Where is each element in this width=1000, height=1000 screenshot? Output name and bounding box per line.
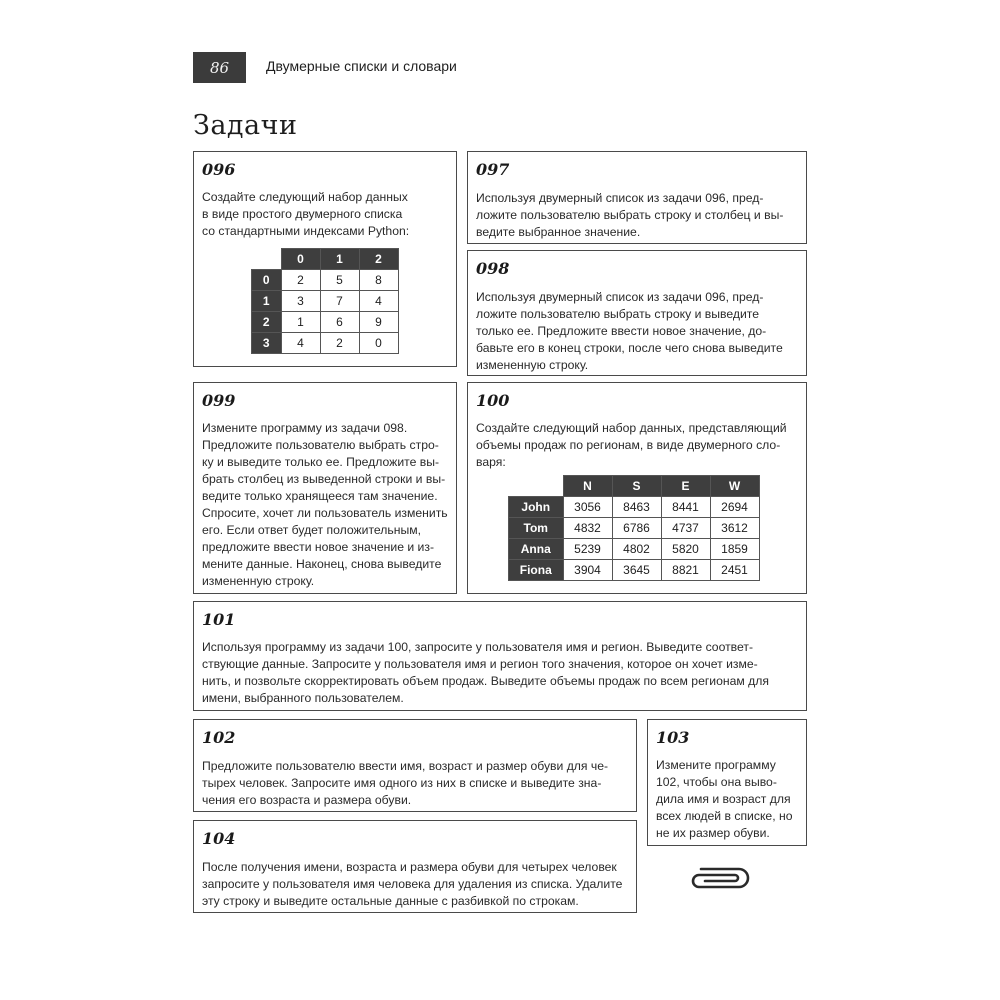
table-cell: 6	[320, 312, 359, 333]
task-text: Создайте следующий набор данных в виде простого двумерного списка со стандартными индексами Python:	[202, 190, 410, 238]
table-cell: 4	[281, 333, 320, 354]
table-cell: 8441	[661, 497, 710, 518]
task-number: 104	[202, 829, 236, 848]
table-cell: 3612	[710, 518, 759, 539]
task-number: 103	[656, 728, 690, 747]
task-100	[467, 382, 807, 594]
table-cell: 3645	[612, 560, 661, 581]
table-cell: 3056	[563, 497, 612, 518]
task-099	[193, 382, 457, 594]
table-corner	[252, 249, 282, 270]
task-text: После получения имени, возраста и размера обуви для четырех человек запросите у пользователя имя человека для удаления из списка. Удалите эту строку и выведите остальные данные с разбивкой по строкам.	[202, 860, 623, 908]
task-text: Создайте следующий набор данных, представляющий объемы продаж по регионам, в виде двумерного сло- варя:	[476, 421, 787, 469]
sales-table	[508, 475, 760, 581]
table-cell: 2694	[710, 497, 759, 518]
table-cell: 4737	[661, 518, 710, 539]
task-text: Измените программу 102, чтобы она выво- дила имя и возраст для всех людей в списке, но не их размер обуви.	[656, 758, 793, 840]
table-cell: 2451	[710, 560, 759, 581]
task-number: 099	[202, 391, 236, 410]
table-cell: 5239	[563, 539, 612, 560]
task-104	[193, 820, 637, 913]
table-row	[509, 497, 760, 518]
table-cell: 3904	[563, 560, 612, 581]
column-header: 0	[281, 249, 320, 270]
table-cell: 1	[281, 312, 320, 333]
row-header: Tom	[509, 518, 564, 539]
task-text: Используя двумерный список из задачи 096, пред- ложите пользователю выбрать строку и столбец и вы- ведите выбранное значение.	[476, 191, 784, 239]
row-header: 1	[252, 291, 282, 312]
table-row	[252, 312, 399, 333]
column-header: 2	[359, 249, 398, 270]
task-number: 097	[476, 160, 510, 179]
task-number: 101	[202, 610, 236, 629]
task-text: Предложите пользователю ввести имя, возраст и размер обуви для че- тырех человек. Запросите имя одного из них в списке и выведите зна- чения его возраста и размера обуви.	[202, 759, 609, 807]
task-text: Используя двумерный список из задачи 096, пред- ложите пользователю выбрать строку и выведите только ее. Предложите ввести новое значение, до- бавьте его в конец строки, после чего снова выведите измененную строку.	[476, 290, 783, 372]
table-row	[252, 333, 399, 354]
paperclip-icon	[687, 865, 753, 896]
table-cell: 8	[359, 270, 398, 291]
row-header: 0	[252, 270, 282, 291]
table-cell: 9	[359, 312, 398, 333]
section-title: Задачи	[193, 110, 298, 141]
task-text: Измените программу из задачи 098. Предложите пользователю выбрать стро- ку и выведите только ее. Предложите вы- брать столбец из выведенной строки и вы- ведите только хранящееся там значение. Спросите, хочет ли пользователь изменить его. Если ответ будет положительным, предложите ввести новое значение и из- мените данные. Наконец, снова выведите измененную строку.	[202, 421, 448, 588]
table-cell: 3	[281, 291, 320, 312]
task-096	[193, 151, 457, 367]
table-cell: 4832	[563, 518, 612, 539]
table-cell: 0	[359, 333, 398, 354]
task-097	[467, 151, 807, 244]
task-103	[647, 719, 807, 846]
table-row	[252, 291, 399, 312]
row-header: Anna	[509, 539, 564, 560]
task-number: 102	[202, 728, 236, 747]
table-row	[509, 539, 760, 560]
table-cell: 8821	[661, 560, 710, 581]
table-cell: 5	[320, 270, 359, 291]
task-102	[193, 719, 637, 812]
table-cell: 4802	[612, 539, 661, 560]
task-text: Используя программу из задачи 100, запросите у пользователя имя и регион. Выведите соответ- ствующие данные. Запросите у пользователя имя и регион того значения, которое он хочет изме- нить, и позвольте скорректировать объем продаж. Выведите объемы продаж по всем регионам для имени, выбранного пользователем.	[202, 640, 769, 705]
table-cell: 2	[281, 270, 320, 291]
page-number: 86	[193, 52, 246, 83]
running-title: Двумерные списки и словари	[266, 58, 457, 74]
table-cell: 5820	[661, 539, 710, 560]
column-header: 1	[320, 249, 359, 270]
row-header: 3	[252, 333, 282, 354]
task-number: 096	[202, 160, 236, 179]
table-cell: 2	[320, 333, 359, 354]
task-number: 100	[476, 391, 510, 410]
table-row	[252, 270, 399, 291]
table-header-row	[509, 476, 760, 497]
column-header: E	[661, 476, 710, 497]
table-row	[509, 518, 760, 539]
column-header: S	[612, 476, 661, 497]
task-101	[193, 601, 807, 711]
table-cell: 4	[359, 291, 398, 312]
row-header: John	[509, 497, 564, 518]
column-header: N	[563, 476, 612, 497]
task-number: 098	[476, 259, 510, 278]
task-098	[467, 250, 807, 376]
row-header: 2	[252, 312, 282, 333]
table-cell: 6786	[612, 518, 661, 539]
table-corner	[509, 476, 564, 497]
table-header-row	[252, 249, 399, 270]
row-header: Fiona	[509, 560, 564, 581]
table-cell: 7	[320, 291, 359, 312]
index-table	[251, 248, 399, 354]
table-row	[509, 560, 760, 581]
table-cell: 1859	[710, 539, 759, 560]
table-cell: 8463	[612, 497, 661, 518]
column-header: W	[710, 476, 759, 497]
